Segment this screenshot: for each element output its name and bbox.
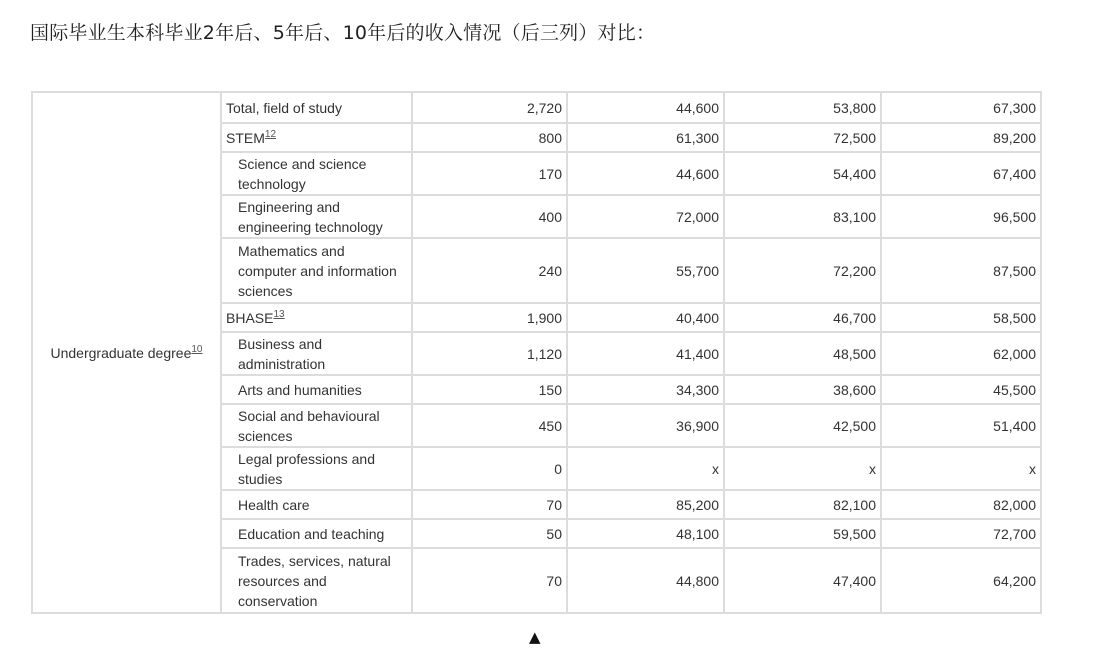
income-10yr-cell: x — [881, 447, 1041, 490]
income-5yr-cell: 59,500 — [724, 519, 881, 548]
income-5yr-cell: 47,400 — [724, 548, 881, 613]
income-2yr-cell: 61,300 — [567, 123, 724, 152]
field-label: Engineering and engineering technology — [238, 198, 383, 235]
field-label: Legal professions and studies — [238, 450, 375, 487]
graduate-count-cell: 240 — [412, 238, 567, 303]
field-cell — [221, 332, 412, 375]
income-10yr-cell: 82,000 — [881, 490, 1041, 519]
field-cell — [221, 447, 412, 490]
income-10yr-cell: 87,500 — [881, 238, 1041, 303]
income-2yr-cell: 72,000 — [567, 195, 724, 238]
income-2yr-cell: 34,300 — [567, 375, 724, 404]
graduate-count-cell: 450 — [412, 404, 567, 447]
income-5yr-cell: 54,400 — [724, 152, 881, 195]
income-5yr-cell: 83,100 — [724, 195, 881, 238]
income-10yr-cell: 89,200 — [881, 123, 1041, 152]
footnote-link[interactable]: 12 — [264, 128, 277, 140]
field-cell — [221, 92, 412, 123]
income-5yr-cell: 48,500 — [724, 332, 881, 375]
field-cell — [221, 152, 412, 195]
field-label: Trades, services, natural resources and conservation — [238, 552, 391, 609]
income-5yr-cell: 42,500 — [724, 404, 881, 447]
footnote-link[interactable]: 10 — [191, 343, 203, 355]
income-10yr-cell: 45,500 — [881, 375, 1041, 404]
graduate-count-cell: 70 — [412, 490, 567, 519]
income-5yr-cell: 72,200 — [724, 238, 881, 303]
field-label: STEM — [226, 129, 265, 146]
graduate-count-cell: 2,720 — [412, 92, 567, 123]
field-cell — [221, 490, 412, 519]
field-cell — [221, 375, 412, 404]
income-2yr-cell: 48,100 — [567, 519, 724, 548]
page-heading: 国际毕业生本科毕业2年后、5年后、10年后的收入情况（后三列）对比： — [30, 22, 656, 44]
income-5yr-cell: 53,800 — [724, 92, 881, 123]
income-2yr-cell: 41,400 — [567, 332, 724, 375]
field-cell — [221, 548, 412, 613]
field-label: Social and behavioural sciences — [238, 407, 380, 444]
income-table — [31, 91, 1042, 614]
income-2yr-cell: 36,900 — [567, 404, 724, 447]
graduate-count-cell: 800 — [412, 123, 567, 152]
income-5yr-cell: 82,100 — [724, 490, 881, 519]
income-2yr-cell: 44,600 — [567, 152, 724, 195]
graduate-count-cell: 1,900 — [412, 303, 567, 332]
income-2yr-cell: 55,700 — [567, 238, 724, 303]
field-label: Science and science technology — [238, 155, 367, 192]
graduate-count-cell: 1,120 — [412, 332, 567, 375]
income-10yr-cell: 96,500 — [881, 195, 1041, 238]
field-label: Mathematics and computer and information sciences — [238, 242, 397, 299]
field-cell — [221, 404, 412, 447]
field-label: Health care — [238, 496, 310, 513]
graduate-count-cell: 50 — [412, 519, 567, 548]
field-label: Education and teaching — [238, 525, 385, 542]
income-5yr-cell: x — [724, 447, 881, 490]
income-10yr-cell: 64,200 — [881, 548, 1041, 613]
graduate-count-cell: 170 — [412, 152, 567, 195]
field-cell — [221, 195, 412, 238]
income-5yr-cell: 72,500 — [724, 123, 881, 152]
income-2yr-cell: 44,600 — [567, 92, 724, 123]
field-cell — [221, 519, 412, 548]
graduate-count-cell: 400 — [412, 195, 567, 238]
income-10yr-cell: 67,300 — [881, 92, 1041, 123]
income-5yr-cell: 38,600 — [724, 375, 881, 404]
income-2yr-cell: 44,800 — [567, 548, 724, 613]
graduate-count-cell: 70 — [412, 548, 567, 613]
field-cell — [221, 238, 412, 303]
income-10yr-cell: 62,000 — [881, 332, 1041, 375]
scroll-up-arrow-icon[interactable]: ▲ — [529, 628, 541, 646]
income-2yr-cell: 40,400 — [567, 303, 724, 332]
group-label: Undergraduate degree — [50, 344, 192, 361]
income-5yr-cell: 46,700 — [724, 303, 881, 332]
income-2yr-cell: x — [567, 447, 724, 490]
income-10yr-cell: 67,400 — [881, 152, 1041, 195]
income-table-body — [32, 92, 1041, 613]
field-cell — [221, 303, 412, 332]
field-label: Business and administration — [238, 335, 326, 372]
graduate-count-cell: 0 — [412, 447, 567, 490]
income-2yr-cell: 85,200 — [567, 490, 724, 519]
income-10yr-cell: 58,500 — [881, 303, 1041, 332]
field-label: Total, field of study — [226, 99, 342, 116]
table-row — [32, 92, 1041, 123]
income-table-container — [31, 91, 1040, 614]
income-10yr-cell: 51,400 — [881, 404, 1041, 447]
graduate-count-cell: 150 — [412, 375, 567, 404]
income-10yr-cell: 72,700 — [881, 519, 1041, 548]
group-cell — [32, 92, 221, 613]
field-label: Arts and humanities — [238, 381, 362, 398]
field-cell — [221, 123, 412, 152]
field-label: BHASE — [226, 309, 274, 326]
footnote-link[interactable]: 13 — [273, 308, 285, 320]
